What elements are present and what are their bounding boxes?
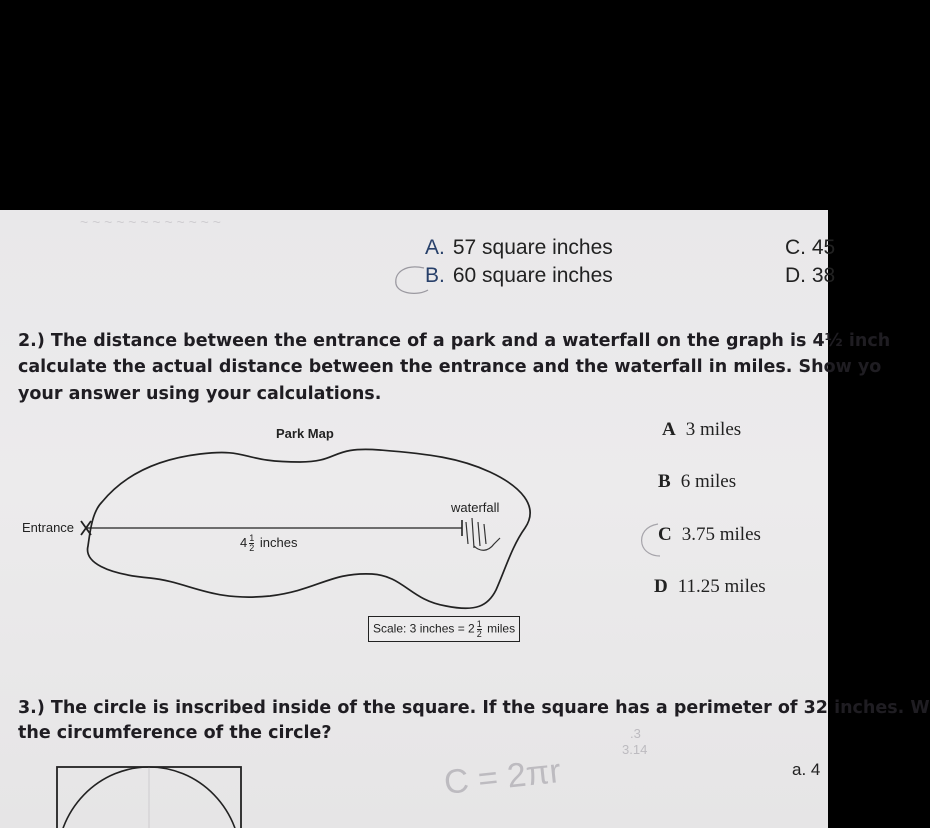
pencil-formula: C = 2πr [442,751,563,803]
distance-fraction [249,534,254,553]
q2-answer-c-letter: C [658,524,672,545]
distance-unit: inches [259,534,298,550]
q2-answer-d-text: 11.25 miles [677,576,766,597]
scale-prefix: Scale: 3 inches = 2 [373,621,475,636]
pencil-number-2: 3.14 [622,742,648,757]
q2-line-1: 2.) The distance between the entrance of a park and a waterfall on the graph is 4½ inch [18,331,891,351]
waterfall-label: waterfall [451,500,500,515]
q2-answer-c-text: 3.75 miles [681,524,761,545]
map-title: Park Map [276,426,334,441]
q3-line-2: the circumference of the circle? [18,723,332,743]
q2-answer-a-letter: A [662,419,676,440]
q3-choice-a[interactable]: a. 4 [792,760,821,779]
q2-line-2: calculate the actual distance between the entrance and the waterfall in miles. Show yo [18,357,882,377]
q3-line-1: 3.) The circle is inscribed inside of the square. If the square has a perimeter of 32 inches. W [18,698,930,718]
q1-choice-c[interactable]: C. 45 [785,236,836,259]
q2-answer-a-text: 3 miles [685,419,742,440]
scale-fraction [477,620,482,639]
q2-answer-b[interactable] [658,471,736,493]
square-circle-figure [50,760,250,828]
park-outline [88,449,531,608]
scale-frac-den: 2 [476,629,482,639]
pencil-circle-c [634,520,674,560]
q2-answer-d[interactable] [654,576,766,598]
q2-answer-b-letter: B [658,471,671,492]
q2-line-3: your answer using your calculations. [18,384,382,404]
q2-answer-a[interactable] [662,419,741,441]
q1-choice-b-letter: B. [425,264,445,287]
distance-frac-num: 1 [249,533,255,543]
waterfall-icon [466,518,500,550]
entrance-label: Entrance [22,520,75,535]
distance-whole: 4 [240,534,248,550]
distance-label [240,534,297,553]
worksheet-page [0,210,930,828]
q1-choice-a-text: 57 square inches [452,236,613,259]
distance-frac-den: 2 [249,543,255,553]
scale-frac-num: 1 [476,619,482,629]
pencil-number-1: .3 [630,726,641,741]
q1-choice-a-letter: A. [425,236,445,259]
scale-unit: miles [487,621,516,636]
scale-box [368,616,520,642]
q1-choice-b-text: 60 square inches [452,264,613,287]
bleed-through-text: ~ ~ ~ ~ ~ ~ ~ ~ ~ ~ ~ ~ [80,214,221,230]
q2-answer-b-text: 6 miles [680,471,737,492]
q2-answer-d-letter: D [654,576,668,597]
q1-choice-d[interactable]: D. 38 [785,264,836,287]
